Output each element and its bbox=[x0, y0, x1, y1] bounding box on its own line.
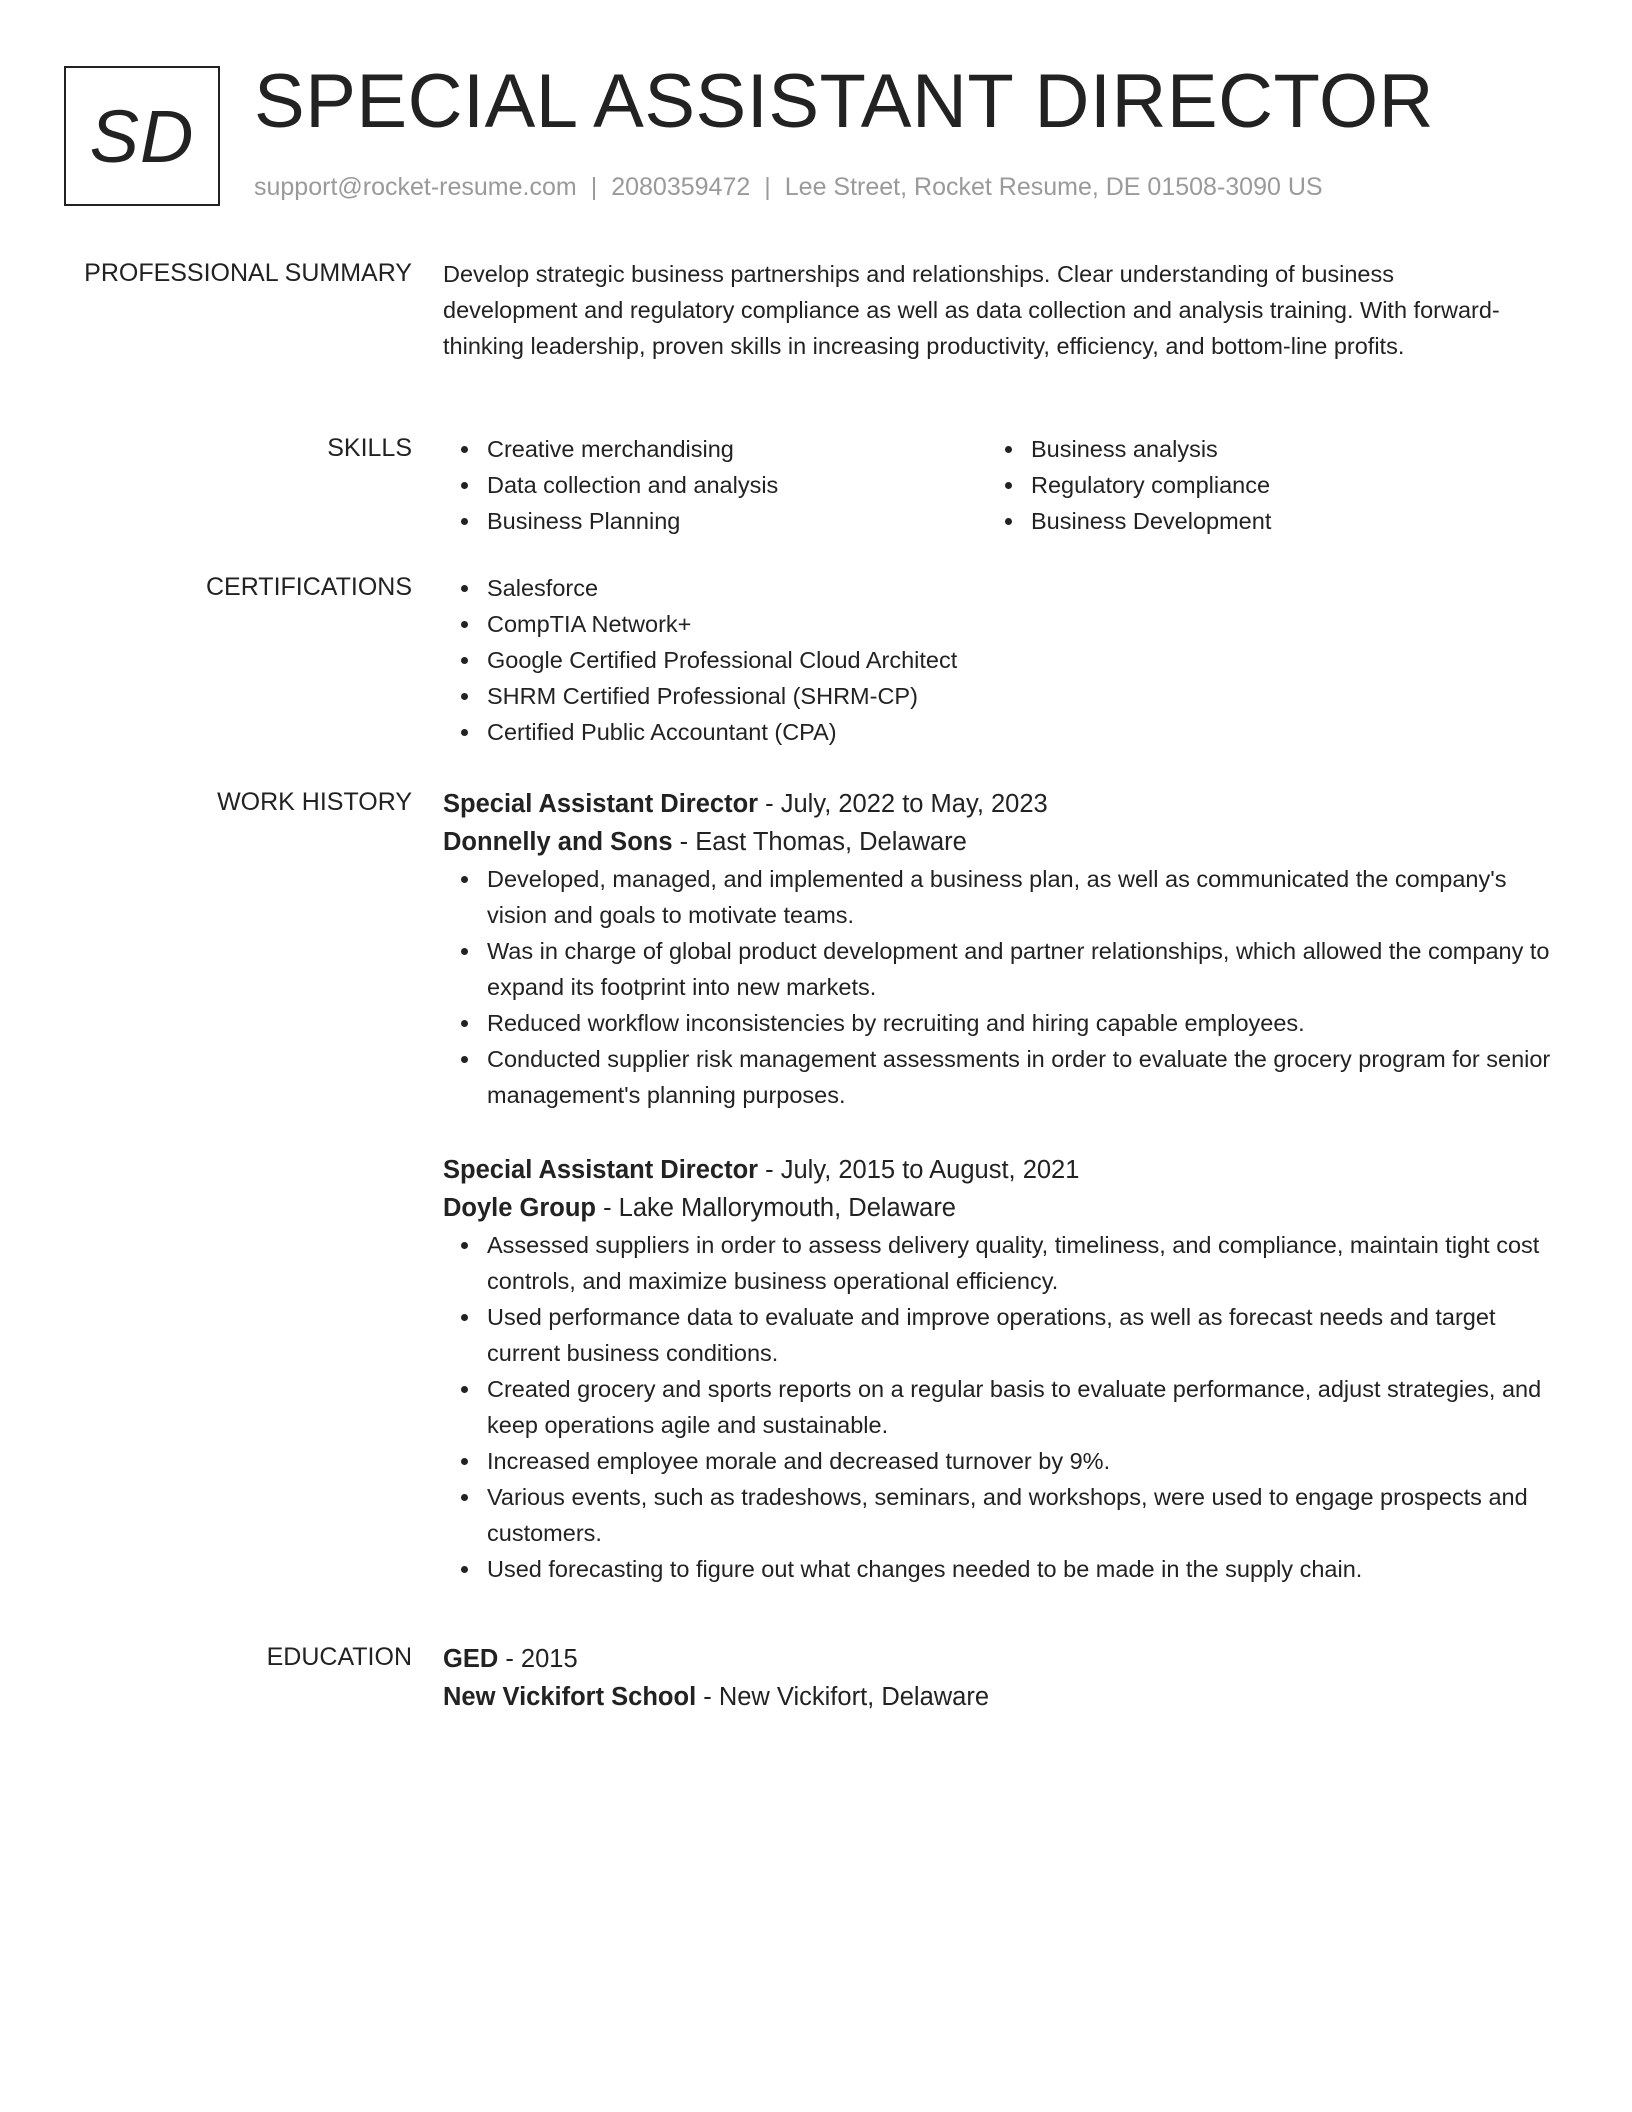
monogram-logo: SD bbox=[64, 66, 220, 206]
job-location: - Lake Mallorymouth, Delaware bbox=[596, 1194, 956, 1222]
skill-item: Regulatory compliance bbox=[1031, 467, 1487, 503]
job-bullet: Was in charge of global product development and partner relationships, which allowed the company to expand its footprint into new markets. bbox=[487, 933, 1563, 1005]
skills-title: SKILLS bbox=[327, 434, 412, 462]
job-dates: - July, 2015 to August, 2021 bbox=[758, 1156, 1080, 1184]
skills-list-right bbox=[987, 431, 1487, 539]
job-company-line bbox=[443, 823, 1563, 861]
education-degree-line bbox=[443, 1640, 1563, 1678]
job-bullet: Reduced workflow inconsistencies by recruiting and hiring capable employees. bbox=[487, 1005, 1563, 1041]
skills-body bbox=[443, 431, 1563, 539]
job-bullet: Increased employee morale and decreased turnover by 9%. bbox=[487, 1443, 1563, 1479]
job-entry bbox=[443, 1151, 1563, 1587]
summary-title: PROFESSIONAL SUMMARY bbox=[84, 259, 412, 287]
contact-separator: | bbox=[590, 173, 598, 201]
job-role: Special Assistant Director bbox=[443, 790, 759, 818]
education-location: - New Vickifort, Delaware bbox=[696, 1683, 990, 1711]
certification-item: Google Certified Professional Cloud Architect bbox=[487, 642, 1563, 678]
contact-email: support@rocket-resume.com bbox=[254, 173, 577, 201]
contact-address: Lee Street, Rocket Resume, DE 01508-3090 US bbox=[784, 173, 1323, 201]
job-location: - East Thomas, Delaware bbox=[672, 828, 967, 856]
education-degree: GED bbox=[443, 1645, 499, 1673]
job-bullets bbox=[443, 861, 1563, 1113]
skill-item: Creative merchandising bbox=[487, 431, 987, 467]
education-title: EDUCATION bbox=[266, 1643, 412, 1671]
job-entry bbox=[443, 785, 1563, 1113]
certification-item: SHRM Certified Professional (SHRM-CP) bbox=[487, 678, 1563, 714]
certifications-body bbox=[443, 570, 1563, 750]
skills-list-left bbox=[443, 431, 987, 539]
resume-name: SPECIAL ASSISTANT DIRECTOR bbox=[254, 59, 1435, 144]
skill-item: Data collection and analysis bbox=[487, 467, 987, 503]
job-bullets bbox=[443, 1227, 1563, 1587]
job-bullet: Various events, such as tradeshows, seminars, and workshops, were used to engage prospects and customers. bbox=[487, 1479, 1563, 1551]
job-company: Doyle Group bbox=[443, 1194, 597, 1222]
certification-item: Certified Public Accountant (CPA) bbox=[487, 714, 1563, 750]
job-role-line bbox=[443, 785, 1563, 823]
job-bullet: Conducted supplier risk management assessments in order to evaluate the grocery program for senior management's planning purposes. bbox=[487, 1041, 1563, 1113]
skill-item: Business Planning bbox=[487, 503, 987, 539]
certification-item: Salesforce bbox=[487, 570, 1563, 606]
education-school-line bbox=[443, 1678, 1563, 1716]
education-school: New Vickifort School bbox=[443, 1683, 697, 1711]
job-role: Special Assistant Director bbox=[443, 1156, 759, 1184]
job-bullet: Developed, managed, and implemented a business plan, as well as communicated the company's vision and goals to motivate teams. bbox=[487, 861, 1563, 933]
skills-grid bbox=[443, 431, 1563, 539]
job-bullet: Used performance data to evaluate and improve operations, as well as forecast needs and target current business conditions. bbox=[487, 1299, 1563, 1371]
work-history-title: WORK HISTORY bbox=[217, 788, 412, 816]
contact-phone: 2080359472 bbox=[611, 173, 751, 201]
job-dates: - July, 2022 to May, 2023 bbox=[758, 790, 1048, 818]
education-body bbox=[443, 1640, 1563, 1716]
summary-text: Develop strategic business partnerships and relationships. Clear understanding of business development and regulatory compliance as well as data collection and analysis training. With forward-thinking leadership, proven skills in increasing productivity, efficiency, and bottom-line profits. bbox=[443, 261, 1500, 359]
skill-item: Business analysis bbox=[1031, 431, 1487, 467]
job-bullet: Assessed suppliers in order to assess delivery quality, timeliness, and compliance, maintain tight cost controls, and maximize business operational efficiency. bbox=[487, 1227, 1563, 1299]
certifications-list bbox=[443, 570, 1563, 750]
job-bullet: Used forecasting to figure out what changes needed to be made in the supply chain. bbox=[487, 1551, 1563, 1587]
work-history-body bbox=[443, 785, 1563, 1587]
job-role-line bbox=[443, 1151, 1563, 1189]
job-company: Donnelly and Sons bbox=[443, 828, 673, 856]
education-year: - 2015 bbox=[498, 1645, 578, 1673]
summary-body bbox=[443, 256, 1503, 364]
job-bullet: Created grocery and sports reports on a regular basis to evaluate performance, adjust strategies, and keep operations agile and sustainable. bbox=[487, 1371, 1563, 1443]
certifications-title: CERTIFICATIONS bbox=[205, 573, 412, 601]
certification-item: CompTIA Network+ bbox=[487, 606, 1563, 642]
contact-separator: | bbox=[764, 173, 771, 201]
skill-item: Business Development bbox=[1031, 503, 1487, 539]
job-company-line bbox=[443, 1189, 1563, 1227]
contact-line bbox=[254, 172, 1323, 202]
